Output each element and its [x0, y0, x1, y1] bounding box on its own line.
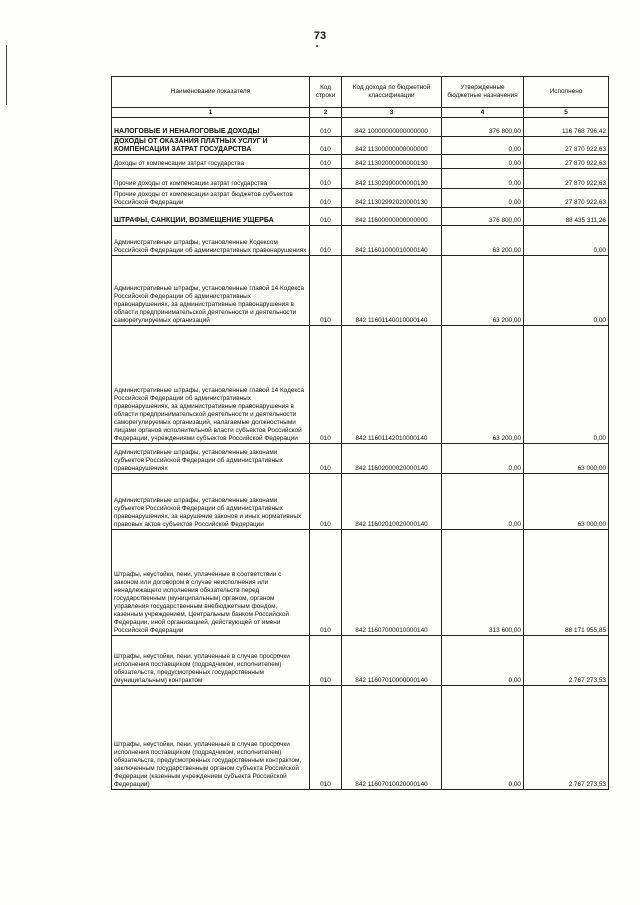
income-code-cell: 842 11607010000000140: [342, 636, 442, 686]
column-number: 1: [112, 108, 310, 118]
income-code-cell: 842 11607010020000140: [342, 686, 442, 790]
line-code-cell: 010: [310, 530, 342, 636]
income-code-cell: 842 11600000000000000: [342, 208, 442, 226]
table-row: [112, 169, 609, 189]
income-code-cell: 842 11302992020000130: [342, 189, 442, 208]
indicator-name-cell: Прочие доходы от компенсации затрат государства: [112, 169, 310, 189]
header-executed: Исполнено: [524, 77, 609, 108]
table-header-row: [112, 77, 609, 108]
table-row: [112, 226, 609, 256]
income-code-cell: 842 11302990000000130: [342, 169, 442, 189]
table-row: [112, 189, 609, 208]
header-income-code: Код дохода по бюджетной классификации: [342, 77, 442, 108]
table-body: [112, 118, 609, 790]
executed-amount-cell: 27 870 922,63: [524, 137, 609, 155]
approved-amount-cell: 376 800,00: [442, 118, 524, 137]
column-number: 5: [524, 108, 609, 118]
table-row: [112, 155, 609, 169]
executed-amount-cell: 63 000,00: [524, 444, 609, 474]
line-code-cell: 010: [310, 226, 342, 256]
line-code-cell: 010: [310, 155, 342, 169]
line-code-cell: 010: [310, 686, 342, 790]
executed-amount-cell: 0,00: [524, 226, 609, 256]
table-row: [112, 208, 609, 226]
income-code-cell: 842 11607000010000140: [342, 530, 442, 636]
approved-amount-cell: 63 200,00: [442, 256, 524, 326]
scan-edge-mark: [6, 45, 7, 105]
income-code-cell: 842 11601140010000140: [342, 256, 442, 326]
income-code-cell: 842 11601142010000140: [342, 326, 442, 444]
income-code-cell: 842 10000000000000000: [342, 118, 442, 137]
executed-amount-cell: 88 171 955,85: [524, 530, 609, 636]
indicator-name-cell: Штрафы, неустойки, пени, уплаченные в случае просрочки исполнения поставщиком (подрядчиком, исполнителем) обязательств, предусмотренных государственным контрактом, заключенным государственным органом субъекта Российской Федерации (казенным учреждением субъекта Российской Федерации): [112, 686, 310, 790]
table-row: [112, 118, 609, 137]
income-code-cell: 842 11601000010000140: [342, 226, 442, 256]
column-number: 4: [442, 108, 524, 118]
indicator-name-cell: Штрафы, неустойки, пени, уплаченные в случае просрочки исполнения поставщиком (подрядчиком, исполнителем) обязательств, предусмотренных государственным (муниципальным) контрактом: [112, 636, 310, 686]
column-number: 3: [342, 108, 442, 118]
column-number: 2: [310, 108, 342, 118]
indicator-name-cell: ШТРАФЫ, САНКЦИИ, ВОЗМЕЩЕНИЕ УЩЕРБА: [112, 208, 310, 226]
income-code-cell: 842 11602000020000140: [342, 444, 442, 474]
table-row: [112, 636, 609, 686]
approved-amount-cell: 0,00: [442, 636, 524, 686]
line-code-cell: 010: [310, 326, 342, 444]
indicator-name-cell: Административные штрафы, установленные главой 14 Кодекса Российской Федерации об административных правонарушениях, за административные правонарушения в области предпринимательской деятельности и деятельности саморегулируемых организаций: [112, 256, 310, 326]
line-code-cell: 010: [310, 208, 342, 226]
table-row: [112, 530, 609, 636]
income-code-cell: 842 11302000000000130: [342, 155, 442, 169]
line-code-cell: 010: [310, 444, 342, 474]
approved-amount-cell: 0,00: [442, 137, 524, 155]
table-row: [112, 256, 609, 326]
approved-amount-cell: 0,00: [442, 169, 524, 189]
indicator-name-cell: ДОХОДЫ ОТ ОКАЗАНИЯ ПЛАТНЫХ УСЛУГ И КОМПЕНСАЦИИ ЗАТРАТ ГОСУДАРСТВА: [112, 137, 310, 155]
approved-amount-cell: 63 200,00: [442, 226, 524, 256]
page-number-dot: [316, 45, 318, 47]
executed-amount-cell: 2 767 273,53: [524, 686, 609, 790]
executed-amount-cell: 0,00: [524, 326, 609, 444]
budget-execution-table: [111, 76, 609, 790]
table-row: [112, 137, 609, 155]
line-code-cell: 010: [310, 474, 342, 530]
line-code-cell: 010: [310, 169, 342, 189]
approved-amount-cell: 0,00: [442, 444, 524, 474]
executed-amount-cell: 116 768 796,42: [524, 118, 609, 137]
approved-amount-cell: 0,00: [442, 155, 524, 169]
page-number: 73: [313, 30, 327, 42]
column-number-row: [112, 108, 609, 118]
approved-amount-cell: 0,00: [442, 189, 524, 208]
line-code-cell: 010: [310, 118, 342, 137]
header-indicator-name: Наименование показателя: [112, 77, 310, 108]
executed-amount-cell: 63 000,00: [524, 474, 609, 530]
approved-amount-cell: 0,00: [442, 686, 524, 790]
line-code-cell: 010: [310, 256, 342, 326]
table-row: [112, 326, 609, 444]
table-row: [112, 474, 609, 530]
approved-amount-cell: 376 800,00: [442, 208, 524, 226]
indicator-name-cell: Административные штрафы, установленные главой 14 Кодекса Российской Федерации об административных правонарушениях, за административные правонарушения в области предпринимательской деятельности и деятельности саморегулируемых организаций, налагаемые должностными лицами органов исполнительной власти субъектов Российской Федерации, учреждениями субъектов Российской Федерации: [112, 326, 310, 444]
line-code-cell: 010: [310, 636, 342, 686]
executed-amount-cell: 2 767 273,53: [524, 636, 609, 686]
table-row: [112, 444, 609, 474]
indicator-name-cell: НАЛОГОВЫЕ И НЕНАЛОГОВЫЕ ДОХОДЫ: [112, 118, 310, 137]
indicator-name-cell: Штрафы, неустойки, пени, уплаченные в соответствии с законом или договором в случае неисполнения или ненадлежащего исполнения обязательств перед государственным (муниципальным) органом, органом управления государственным внебюджетным фондом, казенным учреждением, Центральным банком Российской Федерации, иной организацией, действующей от имени Российской Федерации: [112, 530, 310, 636]
executed-amount-cell: 27 870 922,63: [524, 189, 609, 208]
header-approved: Утвержденные бюджетные назначения: [442, 77, 524, 108]
income-code-cell: 842 11300000000000000: [342, 137, 442, 155]
approved-amount-cell: 0,00: [442, 474, 524, 530]
indicator-name-cell: Административные штрафы, установленные Кодексом Российской Федерации об административных правонарушениях: [112, 226, 310, 256]
line-code-cell: 010: [310, 189, 342, 208]
line-code-cell: 010: [310, 137, 342, 155]
executed-amount-cell: 0,00: [524, 256, 609, 326]
income-code-cell: 842 11602010020000140: [342, 474, 442, 530]
indicator-name-cell: Административные штрафы, установленные законами субъектов Российской Федерации об административных правонарушениях, за нарушение законов и иных нормативных правовых актов субъектов Российской Федерации: [112, 474, 310, 530]
executed-amount-cell: 88 435 311,26: [524, 208, 609, 226]
approved-amount-cell: 63 200,00: [442, 326, 524, 444]
table-row: [112, 686, 609, 790]
indicator-name-cell: Прочие доходы от компенсации затрат бюджетов субъектов Российской Федерации: [112, 189, 310, 208]
indicator-name-cell: Доходы от компенсации затрат государства: [112, 155, 310, 169]
header-line-code: Код строки: [310, 77, 342, 108]
approved-amount-cell: 313 600,00: [442, 530, 524, 636]
indicator-name-cell: Административные штрафы, установленные законами субъектов Российской Федерации об административных правонарушениях: [112, 444, 310, 474]
executed-amount-cell: 27 870 922,63: [524, 155, 609, 169]
executed-amount-cell: 27 870 922,63: [524, 169, 609, 189]
